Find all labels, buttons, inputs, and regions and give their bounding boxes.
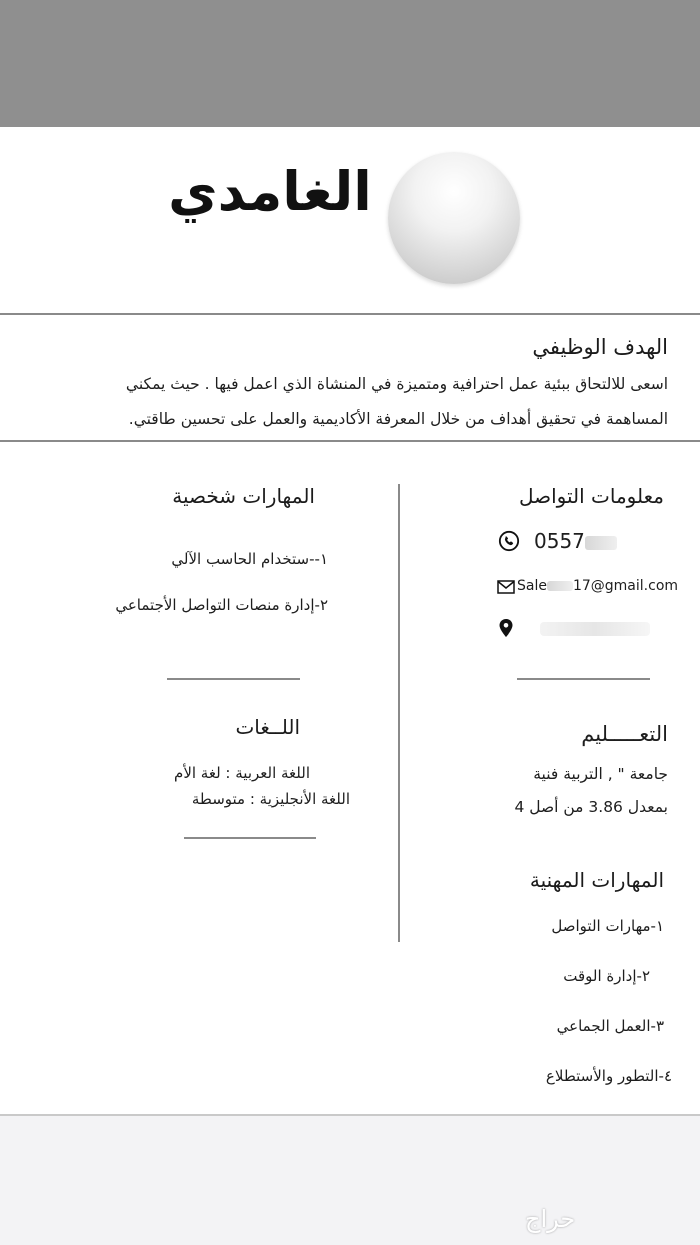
objective-title: الهدف الوظيفي bbox=[532, 335, 668, 359]
phone-redacted bbox=[585, 536, 617, 550]
education-title: التعـــــليم bbox=[581, 722, 668, 746]
personal-skill-item: ١--ستخدام الحاسب الآلي bbox=[171, 550, 328, 568]
profile-name: الغامدي bbox=[168, 160, 372, 223]
professional-skill-item: ٣-العمل الجماعي bbox=[556, 1017, 664, 1035]
phone-number: 0557 bbox=[534, 529, 585, 553]
professional-skill-item: ٢-إدارة الوقت bbox=[563, 967, 650, 985]
divider-languages bbox=[184, 837, 316, 839]
professional-skills-title: المهارات المهنية bbox=[529, 868, 664, 892]
education-gpa: بمعدل 3.86 من أصل 4 bbox=[514, 798, 668, 816]
divider-contact bbox=[517, 678, 650, 680]
contact-title: معلومات التواصل bbox=[518, 484, 664, 508]
professional-skill-item: ١-مهارات التواصل bbox=[551, 917, 664, 935]
divider-personal-skills bbox=[167, 678, 300, 680]
contact-phone bbox=[534, 529, 617, 553]
profile-avatar bbox=[388, 152, 520, 284]
top-gray-bar bbox=[0, 0, 700, 127]
education-university: جامعة " , التربية فنية bbox=[533, 765, 668, 783]
objective-text-line-1: اسعى للالتحاق ببئية عمل احترافية ومتميزة في المنشاة الذي اعمل فيها . حيث يمكني bbox=[125, 375, 668, 393]
personal-skills-title: المهارات شخصية bbox=[172, 484, 315, 508]
contact-email bbox=[517, 578, 678, 594]
email-start: Sale bbox=[517, 578, 547, 594]
phone-icon bbox=[498, 530, 520, 552]
column-divider bbox=[398, 484, 400, 942]
language-item: اللغة الأنجليزية : متوسطة bbox=[191, 790, 350, 808]
email-end: 17@gmail.com bbox=[572, 578, 679, 594]
bottom-background bbox=[0, 1116, 700, 1245]
divider-objective bbox=[0, 440, 700, 442]
divider-top bbox=[0, 313, 700, 315]
professional-skill-item: ٤-التطور والأستطلاع bbox=[545, 1067, 672, 1085]
languages-title: اللــغات bbox=[235, 715, 300, 739]
location-redacted bbox=[540, 622, 650, 636]
location-pin-icon bbox=[499, 619, 513, 637]
objective-text-line-2: المساهمة في تحقيق أهداف من خلال المعرفة الأكاديمية والعمل على تحسين طاقتي. bbox=[128, 410, 668, 428]
email-redacted bbox=[547, 581, 573, 591]
personal-skill-item: ٢-إدارة منصات التواصل الأجتماعي bbox=[115, 596, 328, 614]
site-watermark: حراج bbox=[525, 1205, 576, 1233]
language-item: اللغة العربية : لغة الأم bbox=[174, 764, 310, 782]
email-icon bbox=[497, 580, 515, 594]
